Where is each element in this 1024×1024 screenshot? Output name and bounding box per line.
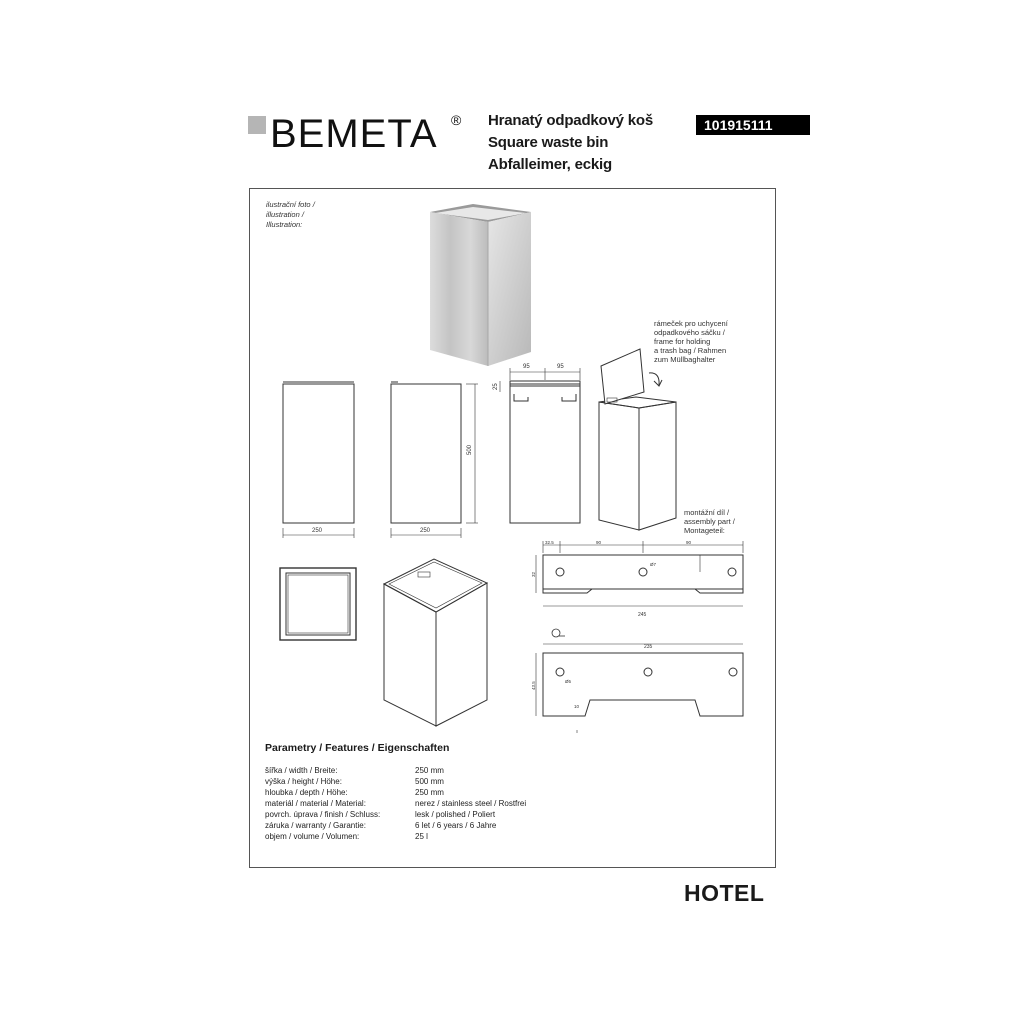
param-row: šířka / width / Breite: 250 mm: [265, 766, 444, 775]
param-row: hloubka / depth / Höhe: 250 mm: [265, 788, 444, 797]
dim-front-width: 250: [312, 528, 323, 534]
dim-assembly-seg-3: 90: [686, 540, 692, 545]
param-row: objem / volume / Volumen: 25 l: [265, 832, 428, 841]
dim-plate-hole: Ø5: [565, 679, 572, 684]
collection-name: HOTEL: [684, 880, 765, 906]
side-view: [391, 382, 478, 538]
dimension-labels: [312, 364, 692, 709]
title-en: Square waste bin: [488, 134, 609, 151]
dim-height: 500: [467, 444, 473, 455]
section-view: [500, 368, 580, 523]
illustration-note: ilustrační foto / illustration / Illustration:: [266, 200, 315, 229]
param-row: materiál / material / Material: nerez / stainless steel / Rostfrei: [265, 799, 527, 808]
dim-assembly-seg-1: 32.5: [545, 540, 554, 545]
top-view: [280, 568, 356, 640]
title-de: Abfalleimer, eckig: [488, 156, 612, 173]
registered-mark: ®: [451, 112, 462, 128]
dim-plate-notch: 10: [574, 704, 580, 709]
param-row: povrch. úprava / finish / Schluss: lesk / polished / Poliert: [265, 810, 496, 819]
front-view: [283, 382, 354, 538]
product-code-badge: 101915111: [696, 115, 810, 135]
dim-side-width: 250: [420, 528, 431, 534]
brand-name: BEMETA: [270, 112, 438, 156]
title-cz: Hranatý odpadkový koš: [488, 112, 654, 129]
assembly-callout: montážní díl / assembly part / Montageteil:: [684, 508, 735, 535]
dim-plate-total: 235: [644, 644, 653, 650]
dim-top-left: 95: [523, 364, 530, 370]
param-row: výška / height / Höhe: 500 mm: [265, 777, 444, 786]
product-photo: [430, 204, 531, 366]
assembly-part-drawing: [536, 541, 743, 606]
frame-callout: rámeček pro uchycení odpadkového sáčku / frame for holding a trash bag / Rahmen zum Müllbaghalter: [654, 319, 728, 364]
dim-assembly-hole: Ø7: [650, 562, 657, 567]
dim-top-small: 25: [493, 383, 499, 390]
isometric-open-view: [599, 349, 676, 530]
dim-assembly-seg-2: 90: [596, 540, 602, 545]
isometric-view: [384, 559, 487, 726]
params-title: Parametry / Features / Eigenschaften: [265, 742, 450, 754]
dim-assembly-height: 32: [531, 571, 536, 577]
dim-plate-height: 43.5: [531, 681, 536, 690]
dim-top-right: 95: [557, 364, 564, 370]
param-row: záruka / warranty / Garantie: 6 let / 6 years / 6 Jahre: [265, 821, 497, 830]
dim-assembly-total: 245: [638, 612, 647, 618]
